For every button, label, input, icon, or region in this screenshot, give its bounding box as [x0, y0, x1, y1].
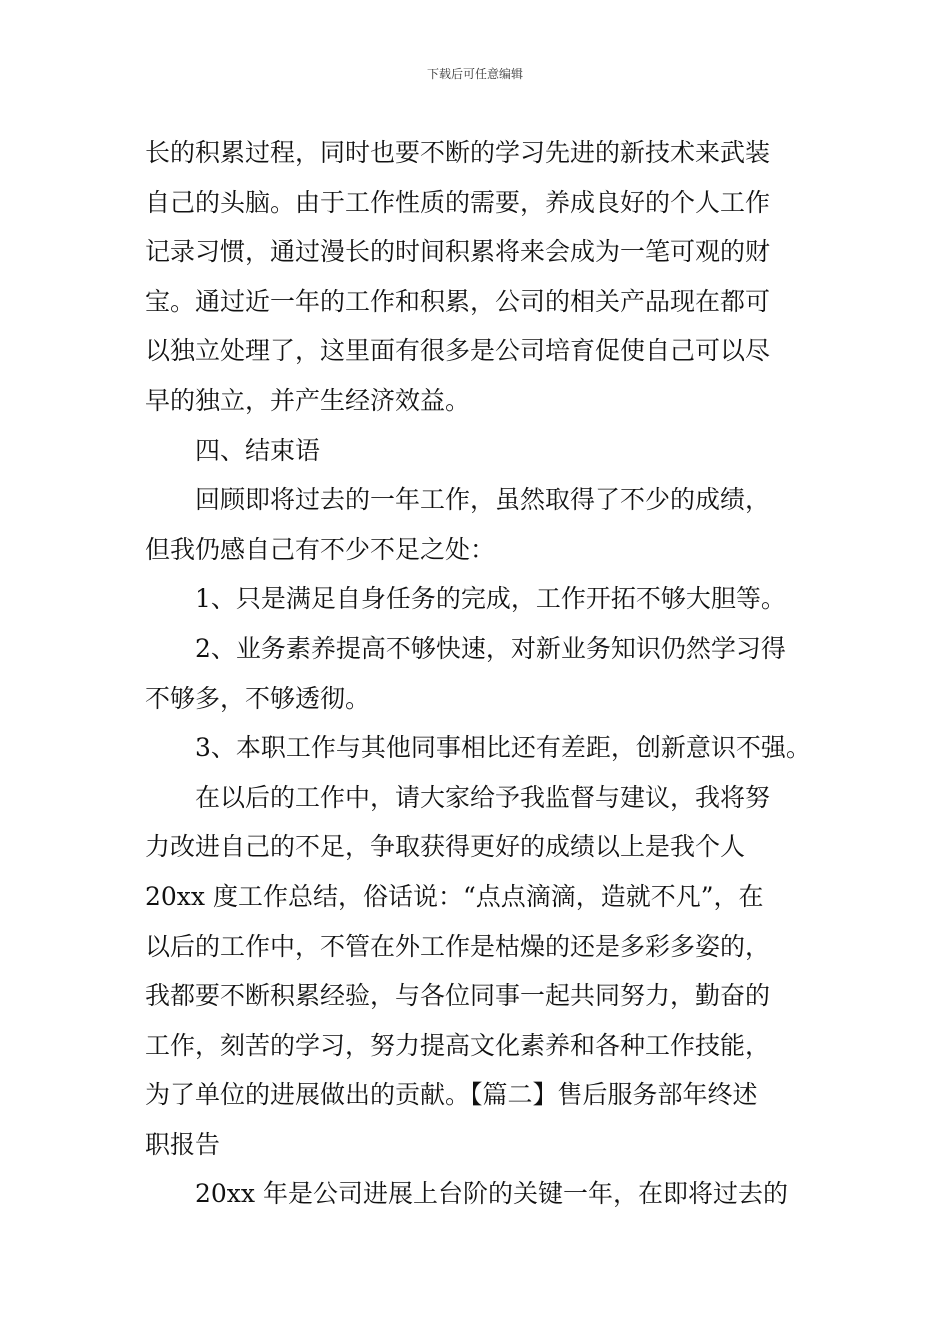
text-line-4: 宝。通过近一年的工作和积累，公司的相关产品现在都可: [145, 286, 771, 316]
document-body: [145, 128, 815, 1219]
text-line-8: 回顾即将过去的一年工作，虽然取得了不少的成绩，: [195, 485, 771, 515]
text-line-15: 力改进自己的不足，争取获得更好的成绩以上是我个人: [145, 832, 746, 862]
text-line-17: 以后的工作中，不管在外工作是枯燥的还是多彩多姿的，: [145, 931, 771, 961]
list-item-2-cont: 不够多，不够透彻。: [145, 683, 371, 713]
text-line-22: 20xx 年是公司进展上台阶的关键一年，在即将过去的: [195, 1179, 788, 1209]
text-line-3: 记录习惯，通过漫长的时间积累将来会成为一笔可观的财: [145, 237, 771, 267]
text-line-9: 但我仍感自己有不少不足之处：: [145, 534, 496, 564]
list-item-1: 1、只是满足自身任务的完成，工作开拓不够大胆等。: [195, 584, 786, 614]
text-line-21: 职报告: [145, 1129, 221, 1159]
text-line-14: 在以后的工作中，请大家给予我监督与建议，我将努: [195, 782, 771, 812]
list-item-3: 3、本职工作与其他同事相比还有差距，创新意识不强。: [195, 733, 811, 763]
section-heading: 四、结束语: [195, 435, 321, 465]
text-line-6: 早的独立，并产生经济效益。: [145, 385, 471, 415]
page-header: 下载后可任意编辑: [426, 67, 523, 81]
text-line-20: 为了单位的进展做出的贡献。【篇二】售后服务部年终述: [145, 1080, 758, 1110]
text-line-1: 长的积累过程，同时也要不断的学习先进的新技术来武装: [145, 138, 771, 167]
text-line-18: 我都要不断积累经验，与各位同事一起共同努力，勤奋的: [145, 981, 771, 1011]
list-item-2: 2、业务素养提高不够快速，对新业务知识仍然学习得: [195, 633, 786, 663]
text-line-5: 以独立处理了，这里面有很多是公司培育促使自己可以尽: [145, 336, 771, 366]
text-line-16: 20xx 度工作总结，俗话说：“点点滴滴，造就不凡”，在: [145, 881, 764, 911]
text-line-2: 自己的头脑。由于工作性质的需要，养成良好的个人工作: [145, 187, 771, 217]
text-line-19: 工作，刻苦的学习，努力提高文化素养和各种工作技能，: [145, 1030, 771, 1060]
